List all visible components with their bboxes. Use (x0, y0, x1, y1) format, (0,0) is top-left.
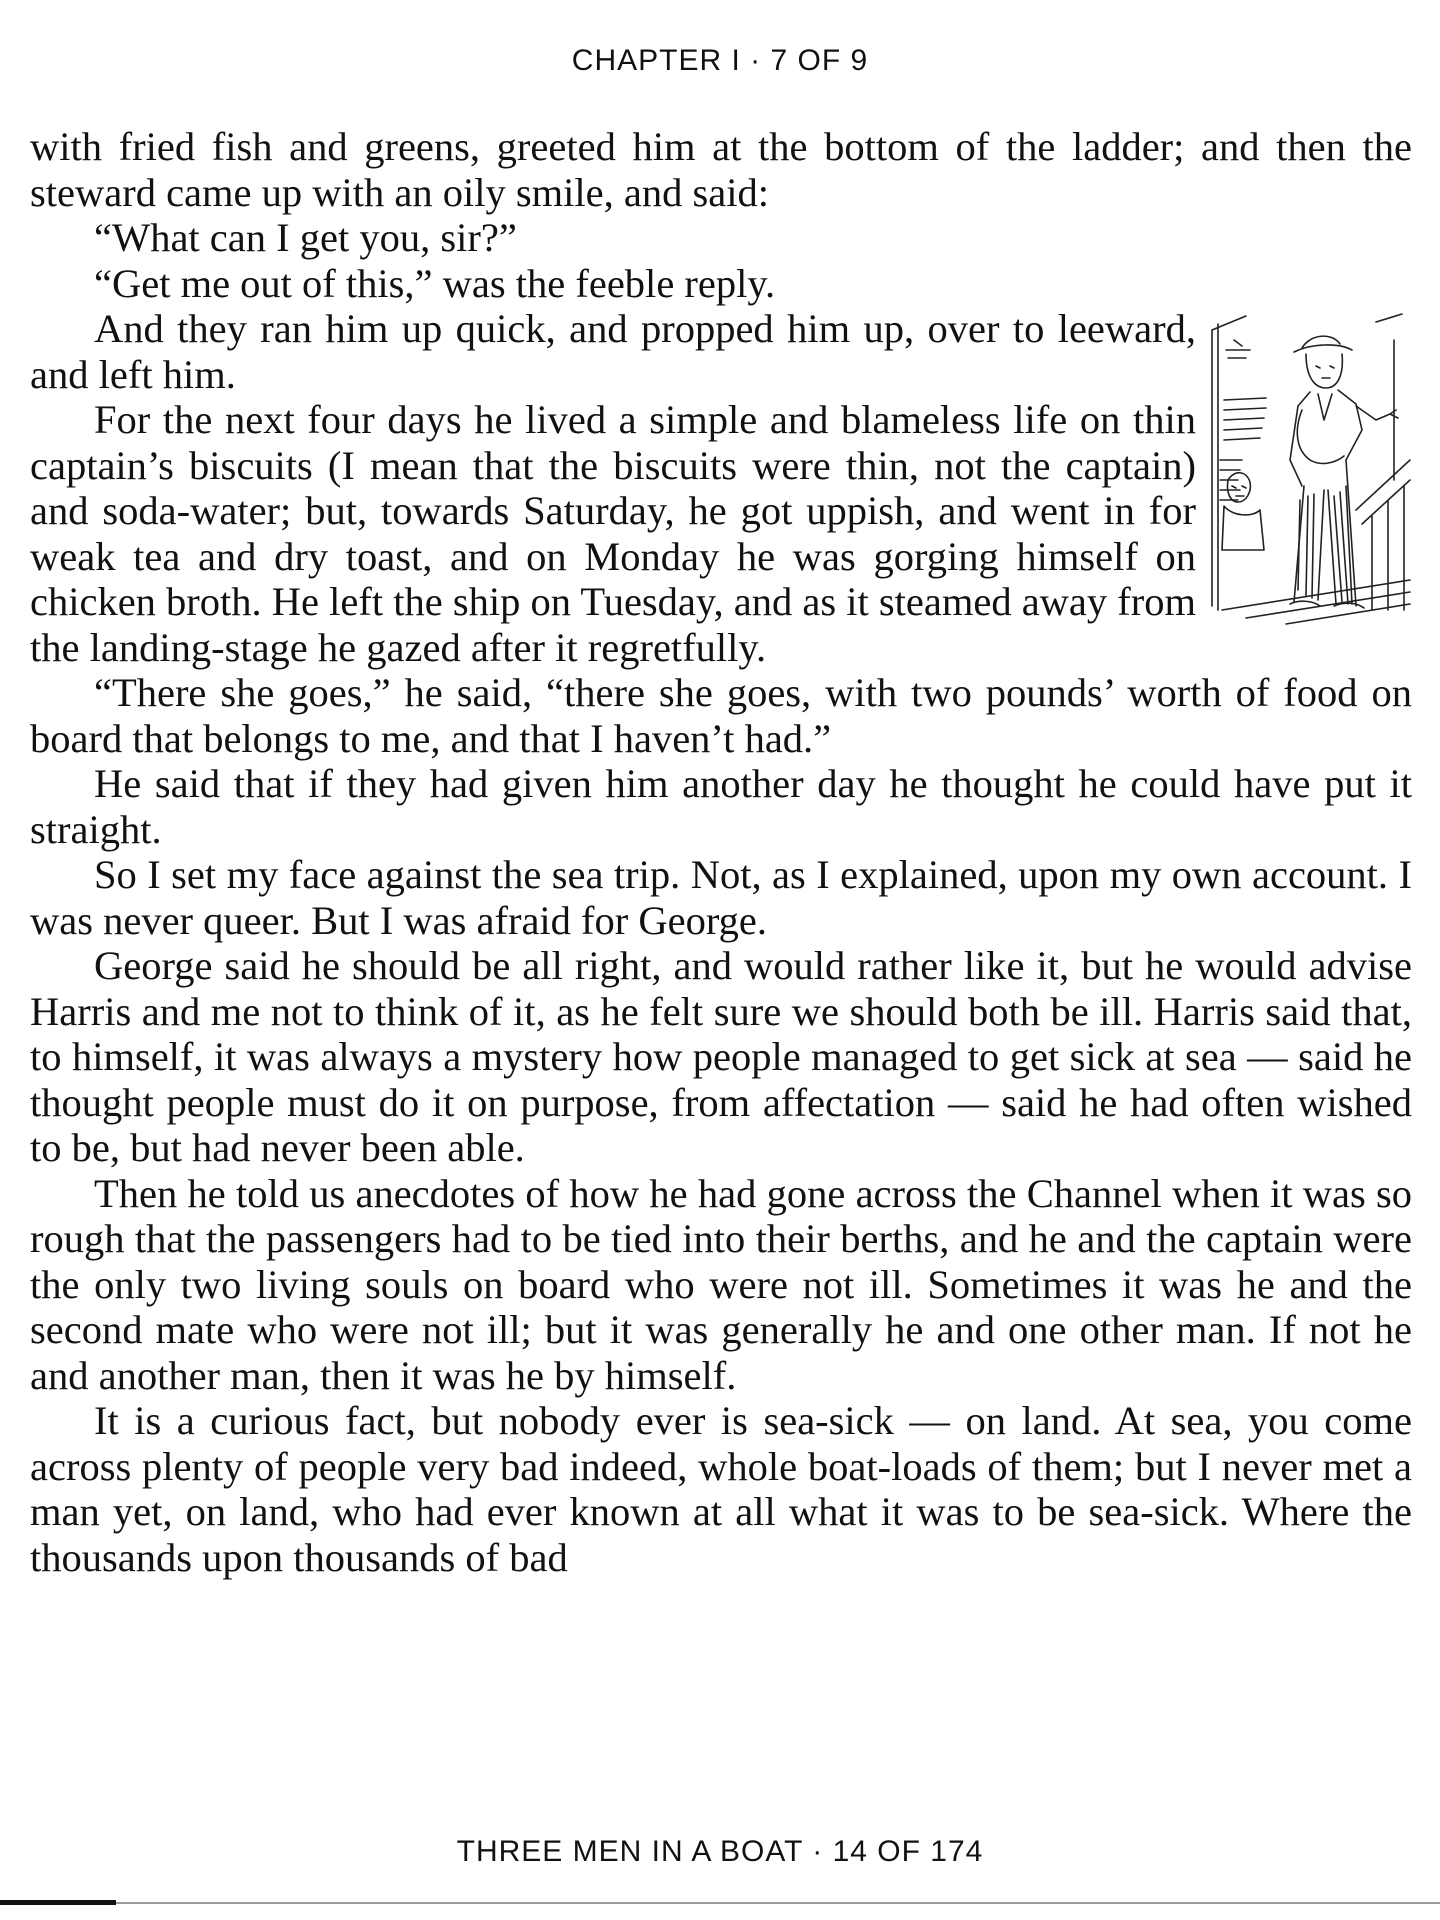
reading-progress-bar[interactable] (0, 1902, 1440, 1904)
paragraph: Then he told us anecdotes of how he had gone across the Channel when it was so rough that the passengers had to be tied into their berths, and he and the captain were the only two living souls on board who were not ill. Sometimes it was he and the second mate who were not ill; but it was generally he and one other man. If not he and another man, then it was he by himself. (30, 1170, 1412, 1398)
paragraph: George said he should be all right, and would rather like it, but he would advise Harris and me not to think of it, as he felt sure we should both be ill. Harris said that, to himself, it was always a mystery how people managed to get sick at sea — said he thought people must do it on purpose, from affectation — said he had often wished to be, but had never been able. (30, 943, 1412, 1170)
chapter-indicator: CHAPTER I · 7 OF 9 (571, 44, 869, 77)
paragraph: So I set my face against the sea trip. Not, as I explained, upon my own account. I was never queer. But I was afraid for George. (30, 852, 1412, 943)
paragraph: And they ran him up quick, and propped him up, over to leeward, and left him. (30, 306, 1196, 397)
paragraph: “What can I get you, sir?” (94, 215, 517, 260)
reading-progress-fill (0, 1900, 116, 1905)
paragraph: with fried fish and greens, greeted him at the bottom of the ladder; and then the steward came up with an oily smile, and said: (30, 124, 1412, 215)
book-page-indicator: THREE MEN IN A BOAT · 14 OF 174 (456, 1835, 984, 1868)
paragraph: “There she goes,” he said, “there she goes, with two pounds’ worth of food on board that belongs to me, and that I haven’t had.” (30, 670, 1412, 761)
page-text (30, 124, 1412, 1580)
paragraph: “Get me out of this,” was the feeble reply. (94, 260, 776, 306)
paragraph: For the next four days he lived a simple and blameless life on thin captain’s biscuits (I mean that the biscuits were thin, not the captain) and soda-water; but, towards Saturday, he got uppish, and went in for weak tea and dry toast, and on Monday he was gorging himself on chicken broth. He left the ship on Tuesday, and as it steamed away from the landing-stage he gazed after it regretfully. (30, 397, 1196, 670)
seasick-passenger-illustration-icon (1206, 310, 1412, 626)
paragraph: He said that if they had given him another day he thought he could have put it straight. (30, 761, 1412, 852)
paragraph: It is a curious fact, but nobody ever is sea-sick — on land. At sea, you come across plenty of people very bad indeed, whole boat-loads of them; but I never met a man yet, on land, who had ever known at all what it was to be sea-sick. Where the thousands upon thousands of bad (30, 1398, 1412, 1580)
